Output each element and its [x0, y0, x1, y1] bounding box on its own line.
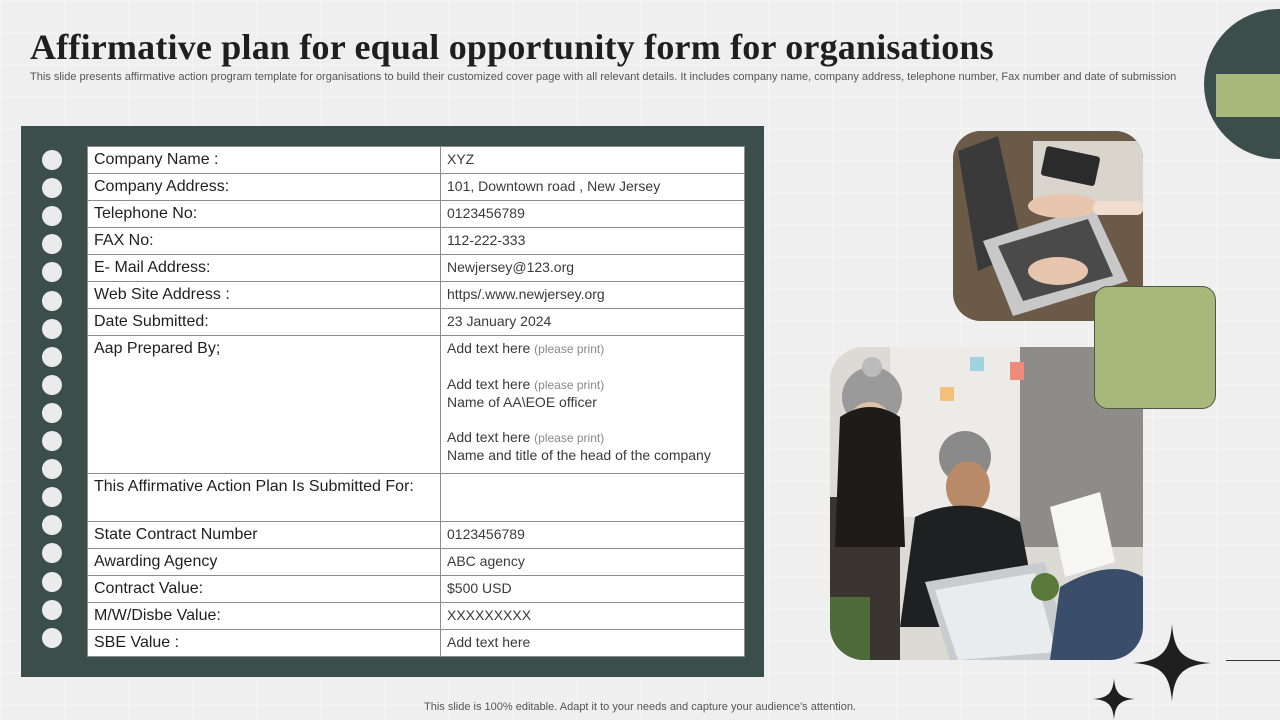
- field-value[interactable]: XXXXXXXXX: [441, 603, 745, 630]
- form-row: [88, 228, 745, 255]
- please-print-hint: (please print): [534, 342, 605, 356]
- form-row: [88, 309, 745, 336]
- form-row-submitted-for: [88, 474, 745, 522]
- field-value[interactable]: 101, Downtown road , New Jersey: [441, 174, 745, 201]
- binder-ring: [42, 178, 62, 198]
- form-row: [88, 576, 745, 603]
- eoe-officer-caption: Name of AA\EOE officer: [447, 394, 597, 410]
- binder-ring: [42, 291, 62, 311]
- field-value[interactable]: 23 January 2024: [441, 309, 745, 336]
- field-value[interactable]: https/.www.newjersey.org: [441, 282, 745, 309]
- prepared-line-3: [447, 429, 744, 447]
- field-value[interactable]: XYZ: [441, 147, 745, 174]
- field-label: Company Address:: [88, 174, 441, 201]
- company-head-caption: Name and title of the head of the company: [447, 447, 711, 463]
- text-placeholder: Add text here: [447, 376, 531, 392]
- accent-green-box: [1094, 286, 1216, 409]
- binder-ring: [42, 375, 62, 395]
- prepared-by-value[interactable]: [441, 336, 745, 474]
- form-row: [88, 255, 745, 282]
- field-label: SBE Value :: [88, 630, 441, 657]
- slide-title: Affirmative plan for equal opportunity form for organisations: [30, 27, 994, 67]
- binder-ring: [42, 150, 62, 170]
- form-row: [88, 522, 745, 549]
- field-value[interactable]: $500 USD: [441, 576, 745, 603]
- field-label: This Affirmative Action Plan Is Submitted For:: [88, 474, 441, 522]
- field-label: Date Submitted:: [88, 309, 441, 336]
- prepared-line-1: [447, 340, 744, 358]
- field-value[interactable]: 112-222-333: [441, 228, 745, 255]
- field-value[interactable]: Newjersey@123.org: [441, 255, 745, 282]
- binder-ring: [42, 347, 62, 367]
- binder-ring: [42, 319, 62, 339]
- form-row: [88, 201, 745, 228]
- binder-ring: [42, 459, 62, 479]
- field-value[interactable]: [441, 474, 745, 522]
- field-value[interactable]: Add text here: [441, 630, 745, 657]
- slide-footer: This slide is 100% editable. Adapt it to your needs and capture your audience's attention.: [424, 701, 856, 713]
- binder-ring: [42, 403, 62, 423]
- field-label: M/W/Disbe Value:: [88, 603, 441, 630]
- binder-ring: [42, 572, 62, 592]
- text-placeholder: Add text here: [447, 340, 531, 356]
- field-label: Company Name :: [88, 147, 441, 174]
- field-label: E- Mail Address:: [88, 255, 441, 282]
- binder-ring: [42, 431, 62, 451]
- form-row: [88, 147, 745, 174]
- please-print-hint: (please print): [534, 378, 605, 392]
- field-label: Aap Prepared By;: [88, 336, 441, 474]
- binder-ring: [42, 600, 62, 620]
- binder-ring: [42, 628, 62, 648]
- form-row: [88, 549, 745, 576]
- please-print-hint: (please print): [534, 431, 605, 445]
- field-value[interactable]: 0123456789: [441, 201, 745, 228]
- text-placeholder: Add text here: [447, 429, 531, 445]
- form-row: [88, 174, 745, 201]
- small-sparkle-star-icon: [1093, 678, 1135, 720]
- field-value[interactable]: ABC agency: [441, 549, 745, 576]
- prepared-line-2: [447, 376, 744, 394]
- affirmative-plan-form: [87, 146, 745, 657]
- field-label: FAX No:: [88, 228, 441, 255]
- field-label: Contract Value:: [88, 576, 441, 603]
- sparkle-star-icon: [1133, 624, 1211, 702]
- slide-subtitle: This slide presents affirmative action program template for organisations to build their customized cover page with all relevant details. It includes company name, company address, telephone number, Fax number and date of submission: [30, 71, 1177, 83]
- form-row-prepared-by: [88, 336, 745, 474]
- field-label: State Contract Number: [88, 522, 441, 549]
- field-label: Web Site Address :: [88, 282, 441, 309]
- field-label: Telephone No:: [88, 201, 441, 228]
- form-row: [88, 603, 745, 630]
- decorative-line: [1226, 660, 1280, 661]
- field-label: Awarding Agency: [88, 549, 441, 576]
- field-value[interactable]: 0123456789: [441, 522, 745, 549]
- form-row: [88, 630, 745, 657]
- form-row: [88, 282, 745, 309]
- corner-green-decoration: [1216, 74, 1280, 117]
